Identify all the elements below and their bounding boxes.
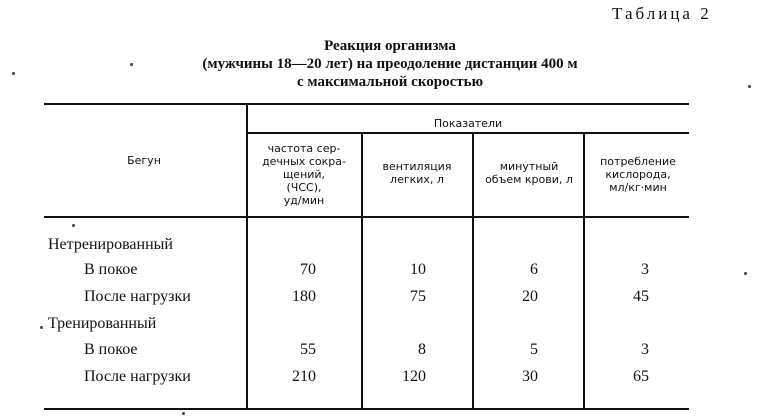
header-bottom-rule bbox=[44, 216, 689, 218]
scan-speck bbox=[182, 412, 185, 415]
row-label-untrained-rest: В покое bbox=[84, 261, 138, 278]
ventilation-column-header: вентиляция легких, л bbox=[382, 160, 452, 186]
table-top-rule bbox=[44, 103, 689, 105]
scan-speck bbox=[40, 326, 43, 329]
cell-trained-load-ventilation: 120 bbox=[402, 368, 426, 385]
row-label-trained-load: После нагрузки bbox=[84, 368, 191, 385]
cell-untrained-load-oxygen: 45 bbox=[633, 288, 649, 305]
cell-untrained-load-cardiac-output: 20 bbox=[522, 288, 538, 305]
scan-speck bbox=[130, 63, 133, 66]
cell-untrained-rest-cardiac-output: 6 bbox=[530, 261, 538, 278]
table-title-line-1: Реакция организма bbox=[324, 38, 456, 54]
scan-speck bbox=[744, 272, 747, 275]
column-divider-1 bbox=[246, 104, 248, 408]
cell-trained-load-hr: 210 bbox=[292, 368, 316, 385]
group-label-trained: Тренированный bbox=[48, 315, 157, 332]
table-number: Таблица 2 bbox=[612, 4, 712, 23]
scan-speck bbox=[12, 72, 15, 75]
cell-trained-load-cardiac-output: 30 bbox=[522, 368, 538, 385]
group-label-untrained: Нетренированный bbox=[48, 236, 173, 253]
column-divider-3 bbox=[472, 133, 474, 408]
group-header-rule bbox=[248, 132, 689, 134]
column-divider-4 bbox=[583, 133, 585, 408]
cell-untrained-rest-hr: 70 bbox=[300, 261, 316, 278]
scan-speck bbox=[72, 224, 75, 227]
cell-untrained-load-ventilation: 75 bbox=[410, 288, 426, 305]
cell-untrained-rest-oxygen: 3 bbox=[641, 261, 649, 278]
oxygen-consumption-column-header: потребление кислорода, мл/кг·мин bbox=[600, 155, 676, 194]
scan-speck bbox=[748, 85, 751, 88]
table-title-line-2: (мужчины 18—20 лет) на преодоление дистанции 400 м bbox=[202, 56, 578, 72]
runner-column-header: Бегун bbox=[127, 154, 161, 167]
cell-trained-rest-hr: 55 bbox=[300, 341, 316, 358]
row-label-untrained-load: После нагрузки bbox=[84, 288, 191, 305]
cell-trained-rest-cardiac-output: 5 bbox=[530, 341, 538, 358]
cell-trained-rest-oxygen: 3 bbox=[641, 341, 649, 358]
table-bottom-rule bbox=[44, 408, 689, 410]
indicators-group-header: Показатели bbox=[433, 117, 503, 130]
row-label-trained-rest: В покое bbox=[84, 341, 138, 358]
column-divider-2 bbox=[361, 133, 363, 408]
cardiac-output-column-header: минутный объем крови, л bbox=[485, 160, 573, 186]
cell-untrained-load-hr: 180 bbox=[292, 288, 316, 305]
cell-untrained-rest-ventilation: 10 bbox=[410, 261, 426, 278]
heart-rate-column-header: частота сер- дечных сокра- щений, (ЧСС), уд/мин bbox=[262, 142, 346, 207]
cell-trained-load-oxygen: 65 bbox=[633, 368, 649, 385]
table-title-line-3: с максимальной скоростью bbox=[296, 74, 484, 90]
cell-trained-rest-ventilation: 8 bbox=[418, 341, 426, 358]
